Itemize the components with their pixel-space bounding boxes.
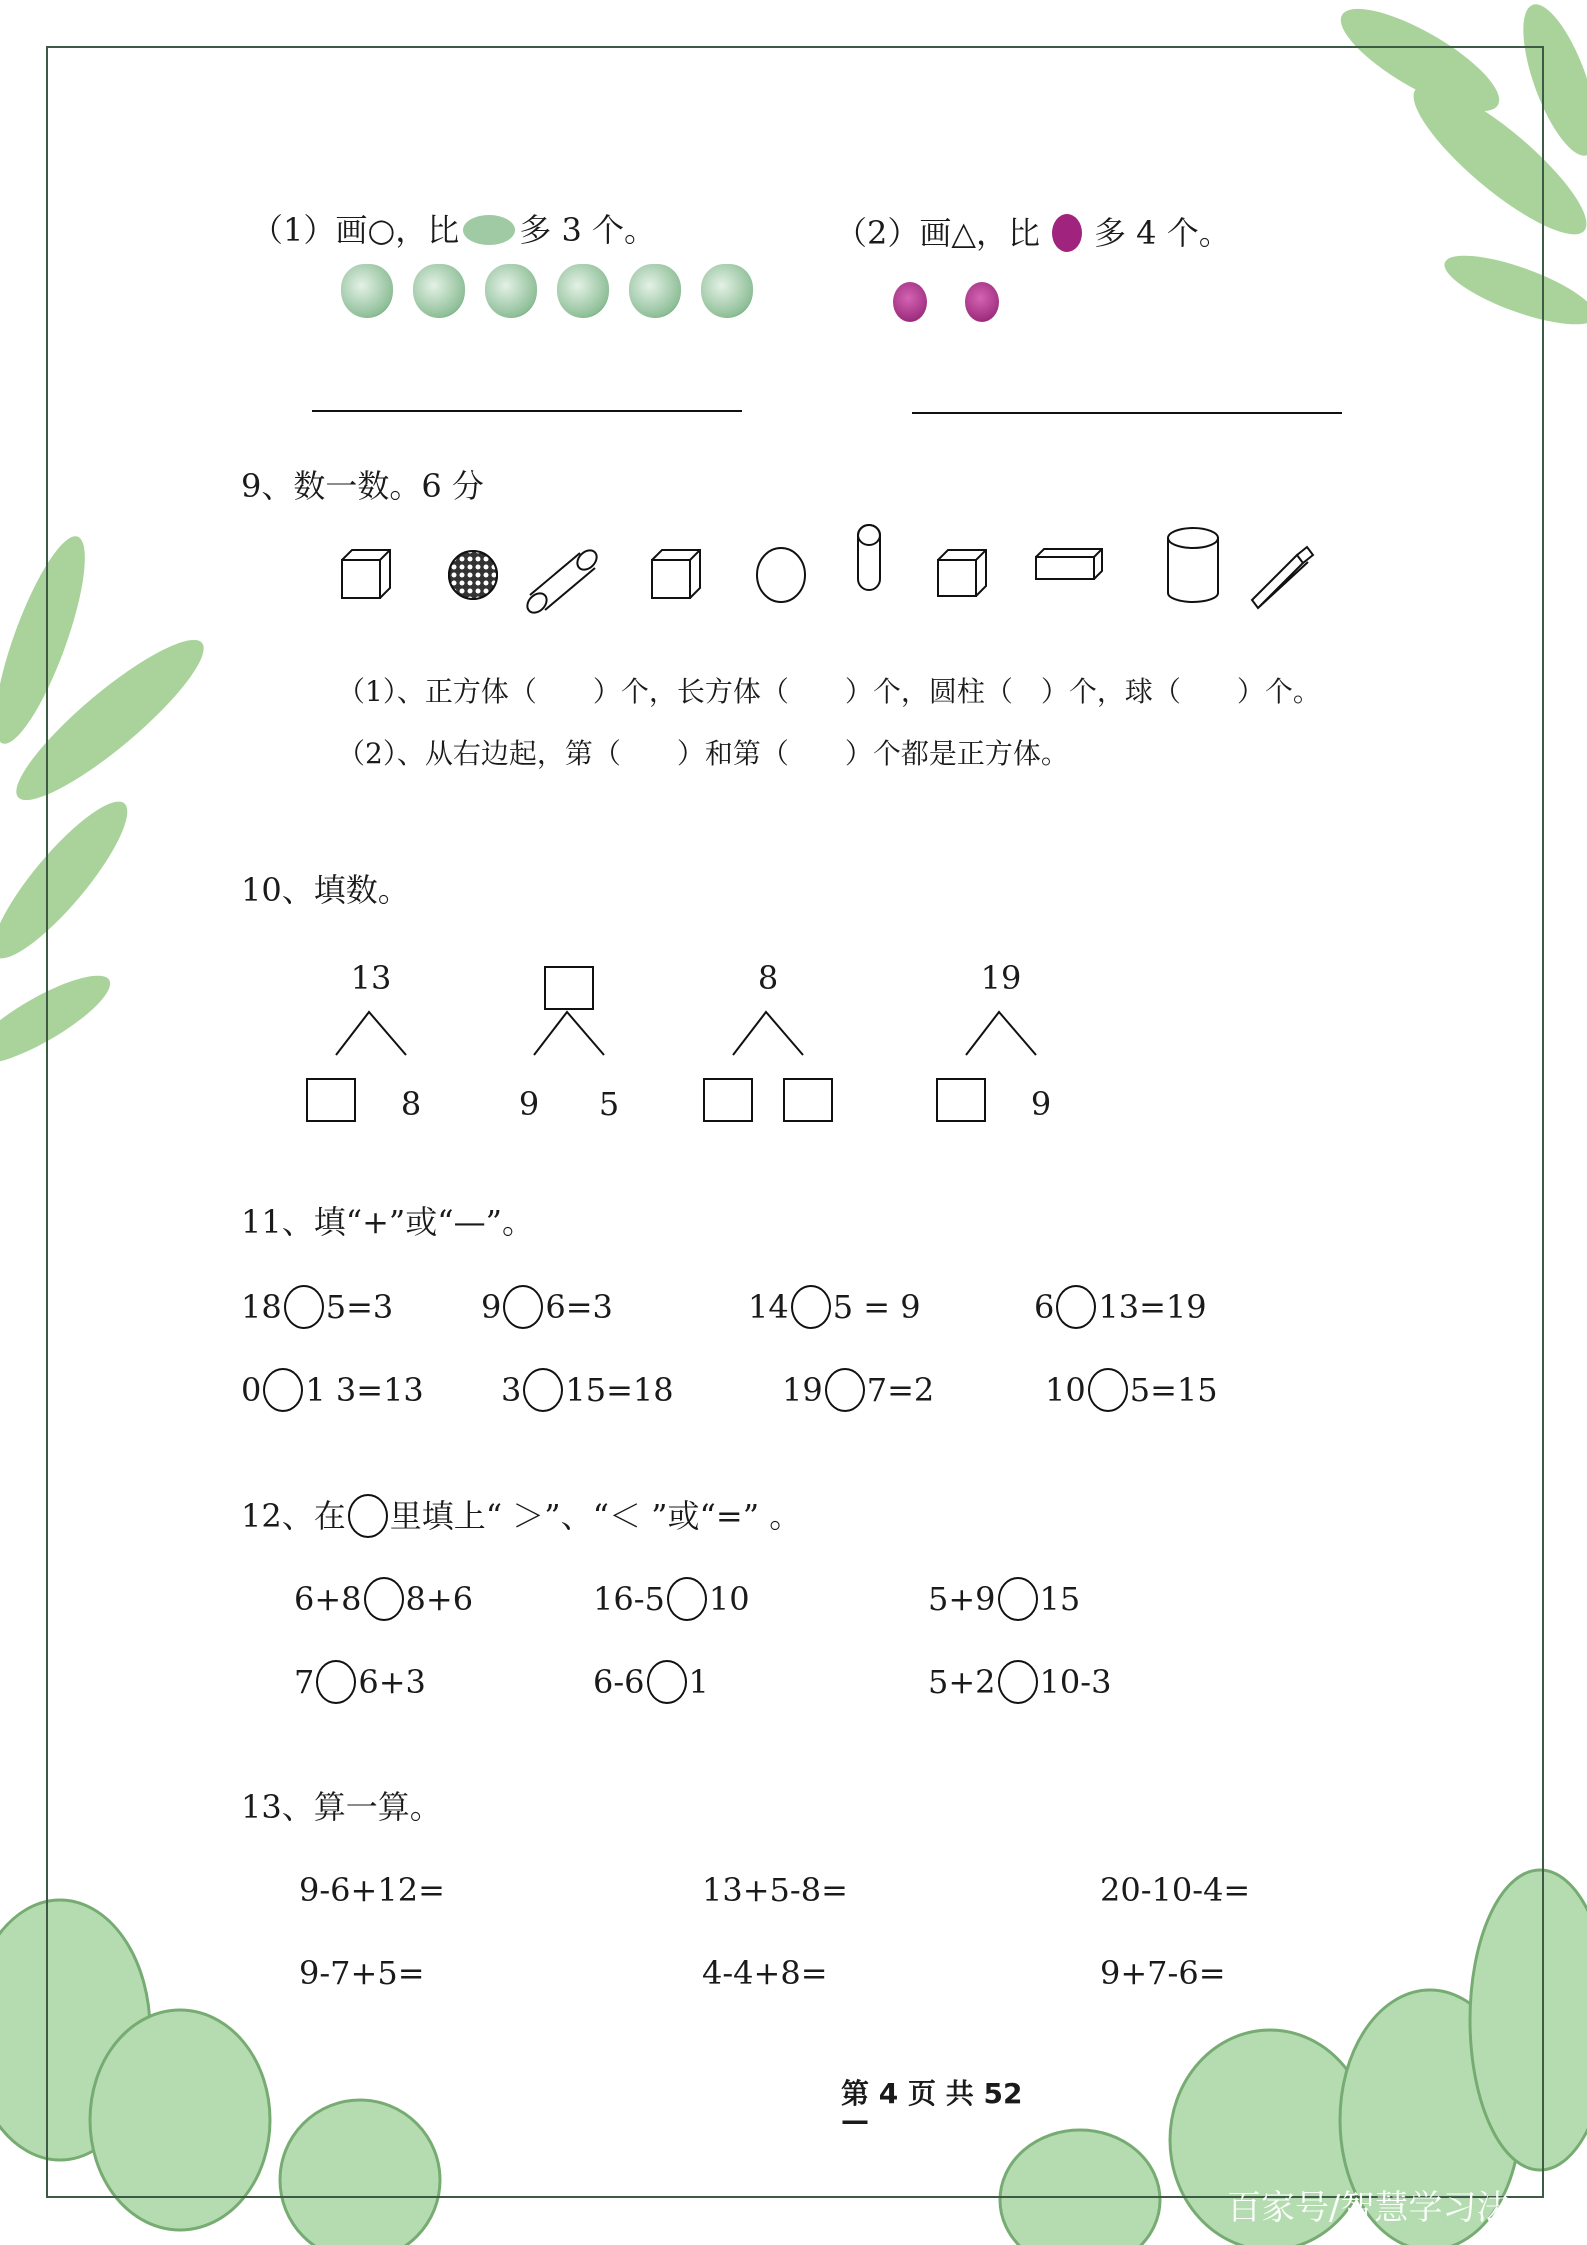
tree-branches [668, 1010, 868, 1090]
equation-left: 14 [748, 1288, 789, 1326]
equation-left: 10 [1045, 1371, 1086, 1409]
q13-title: 13、算一算。 [241, 1788, 442, 1826]
apple-icon [701, 264, 753, 318]
q11-title: 11、填“+”或“—”。 [241, 1203, 534, 1241]
comparison-right: 6+3 [358, 1663, 426, 1701]
equation [501, 1368, 674, 1412]
calculation[interactable]: 9-6+12= [299, 1871, 445, 1909]
q9-title: 9、数一数。6 分 [241, 467, 484, 505]
equation-right: 13=19 [1098, 1288, 1207, 1326]
cuboid-shape-2 [1252, 547, 1313, 608]
tree-top: 8 [757, 959, 779, 997]
tree-branches [271, 1010, 471, 1090]
comparison-left: 5+9 [928, 1580, 996, 1618]
equation-right: 5 = 9 [832, 1288, 921, 1326]
apple-icon [463, 215, 515, 245]
comparison-right: 8+6 [405, 1580, 474, 1618]
equation-left: 9 [481, 1288, 502, 1326]
comparison-oval[interactable] [364, 1577, 404, 1621]
apple-icon [413, 264, 465, 318]
q9-question-1: （1）、正方体（ ）个，长方体（ ）个，圆柱（ ）个，球（ ）个。 [337, 675, 1321, 708]
cylinder-shape-3 [1168, 528, 1218, 602]
equation-left: 0 [241, 1371, 262, 1409]
comparison [294, 1660, 426, 1704]
equation-left: 18 [241, 1288, 282, 1326]
equation-left: 19 [782, 1371, 823, 1409]
answer-line-2[interactable] [912, 412, 1342, 414]
tree-branches [469, 1010, 669, 1090]
tree-top: 19 [980, 959, 1022, 997]
apple-icon [629, 264, 681, 318]
comparison [928, 1577, 1080, 1621]
equation [748, 1285, 921, 1329]
q8-part1-prefix: （1）画○，比 [251, 211, 460, 249]
cylinder-shape-2 [858, 525, 880, 590]
equation [241, 1285, 393, 1329]
comparison [593, 1577, 750, 1621]
operator-oval[interactable] [1088, 1368, 1128, 1412]
cube-shape-2 [652, 550, 700, 598]
tree-left-box[interactable] [703, 1078, 753, 1122]
equation-right: 15=18 [565, 1371, 674, 1409]
shapes-row [330, 515, 1330, 615]
tree-right: 8 [400, 1085, 422, 1123]
q12-title-pre: 12、在 [241, 1497, 346, 1535]
calculation[interactable]: 9-7+5= [299, 1954, 425, 1992]
comparison-right: 15 [1039, 1580, 1081, 1618]
q10-title: 10、填数。 [241, 871, 410, 909]
beet-icon [1052, 214, 1082, 252]
q8-part2-prompt [835, 214, 1231, 252]
apple-icon [341, 264, 393, 318]
beet-icon [893, 282, 927, 322]
q8-part1-suffix: 多 3 个。 [519, 211, 657, 249]
cube-shape-1 [342, 550, 390, 598]
comparison-left: 6-6 [593, 1663, 645, 1701]
comparison-right: 10-3 [1039, 1663, 1112, 1701]
beet-icon [965, 282, 999, 322]
apple-icon [485, 264, 537, 318]
operator-oval[interactable] [1056, 1285, 1096, 1329]
q8-part2-prefix: （2）画△，比 [835, 214, 1040, 252]
apple-icon [557, 264, 609, 318]
tree-right: 9 [1030, 1085, 1052, 1123]
cube-shape-3 [938, 550, 986, 596]
tree-top: 13 [350, 959, 392, 997]
page-number: 第 4 页 共 52 [841, 2077, 1023, 2110]
comparison-left: 7 [294, 1663, 315, 1701]
tree-left-box[interactable] [936, 1078, 986, 1122]
comparison [928, 1660, 1111, 1704]
q9-question-2: （2）、从右边起，第（ ）和第（ ）个都是正方体。 [337, 737, 1069, 770]
q12-title [241, 1494, 801, 1538]
tree-right-box[interactable] [783, 1078, 833, 1122]
q8-part2-suffix: 多 4 个。 [1093, 214, 1231, 252]
equation-right: 7=2 [866, 1371, 935, 1409]
q8-part1-prompt [251, 211, 657, 249]
calculation[interactable]: 9+7-6= [1100, 1954, 1226, 1992]
calculation[interactable]: 4-4+8= [702, 1954, 828, 1992]
comparison-left: 16-5 [593, 1580, 665, 1618]
equation [1045, 1368, 1218, 1412]
comparison-right: 10 [708, 1580, 750, 1618]
equation-left: 3 [501, 1371, 522, 1409]
operator-oval[interactable] [284, 1285, 324, 1329]
equation [782, 1368, 934, 1412]
sphere-shape-2 [757, 548, 805, 602]
calculation[interactable]: 20-10-4= [1100, 1871, 1251, 1909]
operator-oval[interactable] [523, 1368, 563, 1412]
equation-right: 5=15 [1129, 1371, 1218, 1409]
comparison [593, 1660, 709, 1704]
oval-icon [348, 1494, 388, 1538]
calculation[interactable]: 13+5-8= [702, 1871, 848, 1909]
comparison-oval[interactable] [998, 1577, 1038, 1621]
comparison [294, 1577, 473, 1621]
comparison-left: 6+8 [294, 1580, 362, 1618]
comparison-left: 5+2 [928, 1663, 996, 1701]
tree-left: 9 [518, 1085, 540, 1123]
comparison-oval[interactable] [647, 1660, 687, 1704]
tree-right: 5 [598, 1085, 620, 1123]
q12-title-post: 里填上“ ＞”、“＜ ”或“=” 。 [389, 1497, 802, 1535]
cylinder-shape-1 [524, 547, 601, 615]
operator-oval[interactable] [825, 1368, 865, 1412]
equation [481, 1285, 613, 1329]
comparison-right: 1 [688, 1663, 709, 1701]
page-number-dash: — [841, 2104, 869, 2137]
sphere-shape-1 [449, 551, 497, 599]
equation [241, 1368, 424, 1412]
comparison-oval[interactable] [316, 1660, 356, 1704]
comparison-oval[interactable] [998, 1660, 1038, 1704]
cuboid-shape-1 [1036, 549, 1102, 579]
tree-branches [901, 1010, 1101, 1090]
equation-right: 5=3 [325, 1288, 394, 1326]
answer-line-1[interactable] [312, 410, 742, 412]
tree-top-box[interactable] [544, 966, 594, 1010]
equation-left: 6 [1034, 1288, 1055, 1326]
operator-oval[interactable] [503, 1285, 543, 1329]
tree-left-box[interactable] [306, 1078, 356, 1122]
operator-oval[interactable] [791, 1285, 831, 1329]
operator-oval[interactable] [263, 1368, 303, 1412]
comparison-oval[interactable] [667, 1577, 707, 1621]
equation [1034, 1285, 1207, 1329]
equation-right: 6=3 [545, 1288, 613, 1326]
watermark: 百家号/智慧学习法 [1227, 2188, 1511, 2228]
equation-right: 1 3=13 [305, 1371, 424, 1409]
